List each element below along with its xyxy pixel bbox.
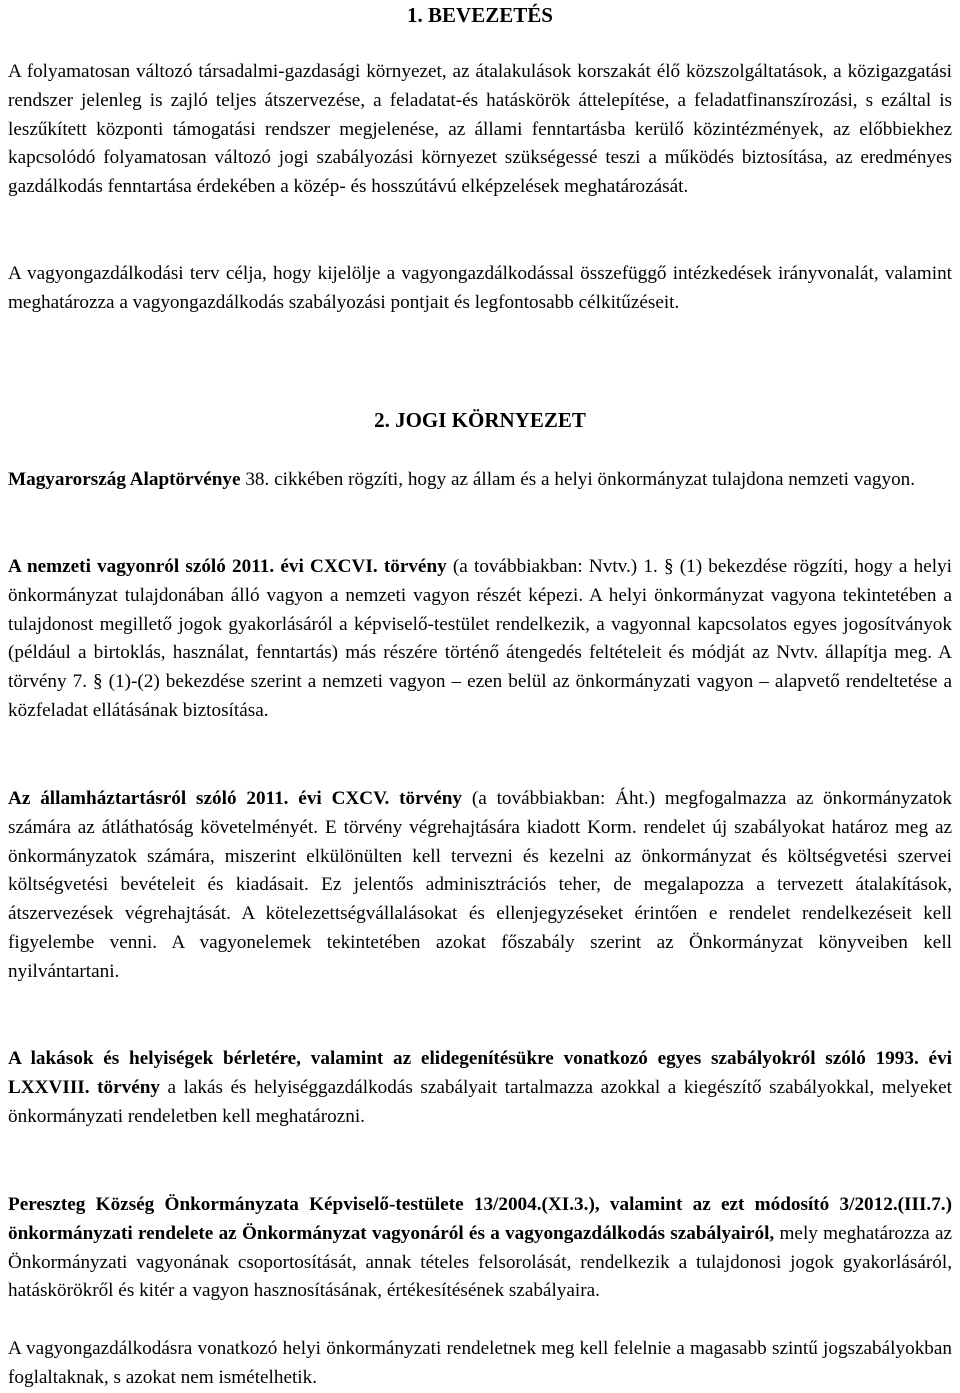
pereszteg-paragraph — [8, 1191, 952, 1306]
alaptorveny-title: Magyarország Alaptörvénye — [8, 469, 241, 490]
nvtv-text: (a továbbiakban: Nvtv.) 1. § (1) bekezdése rögzíti, hogy a helyi önkormányzat tulajdonában álló vagyon a nemzeti vagyon részét képezi. A helyi önkormányzat vagyona tekintetében a tulajdonost megillető jogok gyakorlásáról a képviselő-testület rendelkezik, a vagyonnal kapcsolatos egyes jogosítványok (például a birtoklás, használat, fenntartás) más részére történő átengedés feltételeit és módját az Nvtv. állapítja meg. A törvény 7. § (1)-(2) bekezdése szerint a nemzeti vagyon – ezen belül az önkormányzati vagyon – alapvető rendeltetése a közfeladat ellátásának biztosítása. — [8, 556, 952, 721]
intro-paragraph: A folyamatosan változó társadalmi-gazdasági környezet, az átalakulások korszakát élő közszolgáltatások, a közigazgatási rendszer jelenleg is zajló teljes átszervezése, a feladatat-és hatáskörök áttelepítése, a feladatfinanszírozási, s ezáltal is leszűkített központi támogatási rendszer megjelenése, az állami fenntartásba kerülő közintézmények, az előbbiekhez kapcsolódó folyamatosan változó jogi szabályozási környezet szükségessé teszi a működés biztosítása, az eredményes gazdálkodás fenntartása érdekében a közép- és hosszútávú elképzelések meghatározását. — [8, 61, 952, 198]
aht-paragraph — [8, 785, 952, 987]
alaptorveny-text: 38. cikkében rögzíti, hogy az állam és a helyi önkormányzat tulajdona nemzeti vagyon. — [240, 469, 916, 490]
nvtv-paragraph — [8, 553, 952, 726]
lakas-paragraph — [8, 1045, 952, 1131]
lakas-title: A lakások és helyiségek bérletére, valamint az elidegenítésükre vonatkozó egyes szabályokról szóló 1993. évi LXXVIII. törvény — [8, 1048, 952, 1098]
aht-text: (a továbbiakban: Áht.) megfogalmazza az önkormányzatok számára az átláthatóság követelményét. E törvény végrehajtására kiadott Korm. rendelet új szabályokat határoz meg az önkormányzatok számára, miszerint elkülönülten kell tervezni és kezelni az önkormányzat és költségvetési szervei költségvetési bevételeit és kiadásait. Ez jelentős adminisztrációs teher, de megalapozza a tervezett átalakítások, átszervezések végrehajtását. A kötelezettségvállalásokat és ellenjegyzéseket érintően e rendelet rendelkezéseit kell figyelembe venni. A vagyonelemek tekintetében azokat főszabály szerint az Önkormányzat könyveiben kell nyilvántartani. — [8, 788, 952, 982]
plan-goal-paragraph: A vagyongazdálkodási terv célja, hogy kijelölje a vagyongazdálkodással összefüggő intézkedések irányvonalát, valamint meghatározza a vagyongazdálkodás szabályozási pontjait és legfontosabb célkitűzéseit. — [8, 263, 952, 313]
section-1-heading: 1. BEVEZETÉS — [407, 3, 553, 27]
closing-paragraph: A vagyongazdálkodásra vonatkozó helyi önkormányzati rendeletnek meg kell felelnie a magasabb szintű jogszabályokban foglaltaknak, s azokat nem ismételhetik. — [8, 1338, 952, 1388]
section-2-heading: 2. JOGI KÖRNYEZET — [374, 408, 586, 432]
pereszteg-title: Pereszteg Község Önkormányzata Képviselő-testülete 13/2004.(XI.3.), valamint az ezt módosító 3/2012.(III.7.) önkormányzati rendelete az Önkormányzat vagyonáról és a vagyongazdálkodás szabályairól, — [8, 1194, 952, 1244]
aht-title: Az államháztartásról szóló 2011. évi CXCV. törvény — [8, 788, 463, 809]
pereszteg-text: mely meghatározza az Önkormányzati vagyonának csoportosítását, annak tételes felsorolását, rendelkezik a tulajdonosi jogok gyakorlásáról, hatáskörökről és kitér a vagyon hasznosításának, értékesítésének szabályaira. — [8, 1222, 952, 1302]
nvtv-title: A nemzeti vagyonról szóló 2011. évi CXCVI. törvény — [8, 556, 447, 577]
alaptorveny-paragraph — [8, 466, 952, 495]
lakas-text: a lakás és helyiséggazdálkodás szabályait tartalmazza azokkal a kiegészítő szabályokkal, melyeket önkormányzati rendeletben kell meghatározni. — [8, 1076, 952, 1127]
